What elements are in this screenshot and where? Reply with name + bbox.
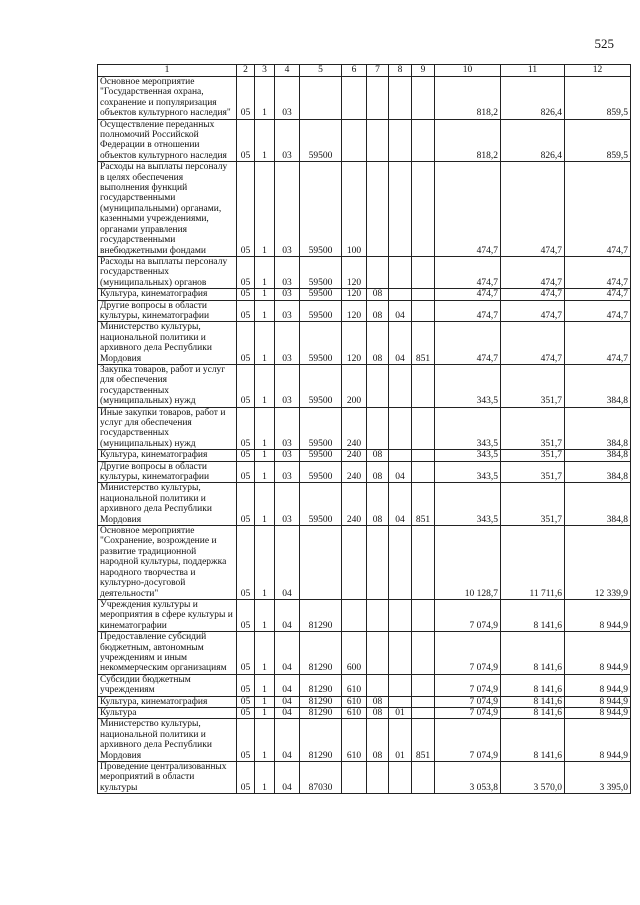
code-col-5: 87030 <box>300 762 342 794</box>
code-col-7: 08 <box>367 719 389 762</box>
code-col-7 <box>367 162 389 257</box>
code-col-2: 05 <box>237 483 255 526</box>
code-col-3: 1 <box>255 461 275 483</box>
code-col-3: 1 <box>255 256 275 288</box>
table-row <box>98 483 631 526</box>
amount-col-10: 343,5 <box>435 483 501 526</box>
code-col-9 <box>412 762 435 794</box>
table-row <box>98 632 631 675</box>
code-col-5: 81290 <box>300 599 342 631</box>
code-col-3: 1 <box>255 300 275 322</box>
table-body <box>98 77 631 794</box>
amount-col-10: 7 074,9 <box>435 632 501 675</box>
code-col-4: 04 <box>275 762 300 794</box>
row-name: Другие вопросы в области культуры, кинематографии <box>98 300 237 322</box>
amount-col-10: 474,7 <box>435 162 501 257</box>
amount-col-10: 7 074,9 <box>435 707 501 718</box>
code-col-8 <box>389 407 412 450</box>
code-col-5: 81290 <box>300 674 342 696</box>
code-col-5: 59500 <box>300 119 342 162</box>
table-row <box>98 719 631 762</box>
table-row <box>98 707 631 718</box>
table-row <box>98 162 631 257</box>
code-col-6 <box>342 599 367 631</box>
amount-col-11: 8 141,6 <box>501 696 565 707</box>
code-col-2: 05 <box>237 707 255 718</box>
amount-col-12: 384,8 <box>565 461 631 483</box>
code-col-4: 04 <box>275 526 300 600</box>
amount-col-11: 351,7 <box>501 483 565 526</box>
code-col-7: 08 <box>367 696 389 707</box>
code-col-2: 05 <box>237 674 255 696</box>
code-col-2: 05 <box>237 719 255 762</box>
amount-col-10: 343,5 <box>435 364 501 407</box>
page-number: 525 <box>594 36 614 51</box>
amount-col-11: 8 141,6 <box>501 599 565 631</box>
row-name: Расходы на выплаты персоналу в целях обеспечения выполнения функций государственными (муниципальными) органами, казенными учреждениями, органами управления государственными внебюджетными фондами <box>98 162 237 257</box>
code-col-7: 08 <box>367 322 389 365</box>
code-col-9 <box>412 119 435 162</box>
code-col-9: 851 <box>412 719 435 762</box>
code-col-9 <box>412 696 435 707</box>
amount-col-10: 7 074,9 <box>435 674 501 696</box>
code-col-8: 04 <box>389 483 412 526</box>
amount-col-12: 12 339,9 <box>565 526 631 600</box>
code-col-9 <box>412 632 435 675</box>
column-header: 6 <box>342 65 367 77</box>
table-row <box>98 407 631 450</box>
row-name: Культура, кинематография <box>98 450 237 461</box>
code-col-9 <box>412 707 435 718</box>
code-col-6: 120 <box>342 322 367 365</box>
code-col-4: 03 <box>275 289 300 300</box>
amount-col-10: 7 074,9 <box>435 719 501 762</box>
code-col-9 <box>412 450 435 461</box>
amount-col-12: 8 944,9 <box>565 719 631 762</box>
amount-col-10: 7 074,9 <box>435 599 501 631</box>
row-name: Культура <box>98 707 237 718</box>
code-col-7: 08 <box>367 300 389 322</box>
code-col-6 <box>342 119 367 162</box>
code-col-2: 05 <box>237 632 255 675</box>
code-col-4: 04 <box>275 719 300 762</box>
code-col-8 <box>389 762 412 794</box>
code-col-3: 1 <box>255 77 275 120</box>
column-header: 5 <box>300 65 342 77</box>
column-header: 7 <box>367 65 389 77</box>
amount-col-12: 384,8 <box>565 364 631 407</box>
code-col-4: 03 <box>275 483 300 526</box>
code-col-5: 59500 <box>300 300 342 322</box>
amount-col-11: 8 141,6 <box>501 674 565 696</box>
amount-col-12: 384,8 <box>565 483 631 526</box>
code-col-7 <box>367 119 389 162</box>
amount-col-12: 384,8 <box>565 407 631 450</box>
code-col-6 <box>342 526 367 600</box>
code-col-5: 81290 <box>300 696 342 707</box>
amount-col-10: 343,5 <box>435 450 501 461</box>
column-header: 1 <box>98 65 237 77</box>
table-row <box>98 256 631 288</box>
row-name: Осуществление переданных полномочий Российской Федерации в отношении объектов культурного наследия <box>98 119 237 162</box>
amount-col-11: 351,7 <box>501 364 565 407</box>
code-col-5: 59500 <box>300 322 342 365</box>
code-col-3: 1 <box>255 674 275 696</box>
code-col-2: 05 <box>237 407 255 450</box>
code-col-8 <box>389 674 412 696</box>
amount-col-11: 826,4 <box>501 77 565 120</box>
budget-table <box>97 64 631 794</box>
code-col-6: 610 <box>342 674 367 696</box>
code-col-8 <box>389 632 412 675</box>
code-col-2: 05 <box>237 599 255 631</box>
code-col-4: 04 <box>275 632 300 675</box>
code-col-3: 1 <box>255 407 275 450</box>
code-col-2: 05 <box>237 364 255 407</box>
table-row <box>98 696 631 707</box>
code-col-4: 04 <box>275 599 300 631</box>
code-col-5: 59500 <box>300 483 342 526</box>
code-col-8 <box>389 162 412 257</box>
code-col-9: 851 <box>412 483 435 526</box>
code-col-2: 05 <box>237 762 255 794</box>
code-col-4: 04 <box>275 696 300 707</box>
code-col-7 <box>367 526 389 600</box>
code-col-8: 04 <box>389 322 412 365</box>
code-col-8 <box>389 526 412 600</box>
amount-col-12: 474,7 <box>565 256 631 288</box>
code-col-2: 05 <box>237 450 255 461</box>
amount-col-10: 343,5 <box>435 461 501 483</box>
code-col-9 <box>412 461 435 483</box>
code-col-7: 08 <box>367 450 389 461</box>
row-name: Расходы на выплаты персоналу государственных (муниципальных) органов <box>98 256 237 288</box>
code-col-2: 05 <box>237 461 255 483</box>
header-row <box>98 65 631 77</box>
amount-col-11: 11 711,6 <box>501 526 565 600</box>
code-col-3: 1 <box>255 119 275 162</box>
amount-col-12: 859,5 <box>565 119 631 162</box>
amount-col-11: 826,4 <box>501 119 565 162</box>
code-col-3: 1 <box>255 162 275 257</box>
code-col-9 <box>412 674 435 696</box>
amount-col-10: 343,5 <box>435 407 501 450</box>
amount-col-12: 8 944,9 <box>565 674 631 696</box>
code-col-9 <box>412 256 435 288</box>
code-col-4: 03 <box>275 322 300 365</box>
code-col-6: 610 <box>342 696 367 707</box>
row-name: Министерство культуры, национальной политики и архивного дела Республики Мордовия <box>98 719 237 762</box>
code-col-6: 120 <box>342 256 367 288</box>
amount-col-10: 10 128,7 <box>435 526 501 600</box>
code-col-5: 59500 <box>300 256 342 288</box>
code-col-5: 59500 <box>300 364 342 407</box>
code-col-8: 01 <box>389 719 412 762</box>
amount-col-10: 7 074,9 <box>435 696 501 707</box>
code-col-4: 04 <box>275 707 300 718</box>
column-header: 11 <box>501 65 565 77</box>
code-col-6: 240 <box>342 483 367 526</box>
code-col-8 <box>389 289 412 300</box>
code-col-4: 03 <box>275 77 300 120</box>
amount-col-11: 351,7 <box>501 461 565 483</box>
code-col-5: 59500 <box>300 407 342 450</box>
code-col-4: 04 <box>275 674 300 696</box>
amount-col-12: 8 944,9 <box>565 599 631 631</box>
code-col-9 <box>412 364 435 407</box>
code-col-5: 59500 <box>300 450 342 461</box>
row-name: Другие вопросы в области культуры, кинематографии <box>98 461 237 483</box>
column-header: 4 <box>275 65 300 77</box>
row-name: Учреждения культуры и мероприятия в сфере культуры и кинематографии <box>98 599 237 631</box>
code-col-7 <box>367 632 389 675</box>
table-row <box>98 762 631 794</box>
amount-col-12: 3 395,0 <box>565 762 631 794</box>
table-row <box>98 77 631 120</box>
code-col-8 <box>389 696 412 707</box>
code-col-6: 600 <box>342 632 367 675</box>
code-col-7: 08 <box>367 707 389 718</box>
amount-col-11: 8 141,6 <box>501 707 565 718</box>
code-col-9 <box>412 289 435 300</box>
code-col-8: 01 <box>389 707 412 718</box>
row-name: Субсидии бюджетным учреждениям <box>98 674 237 696</box>
code-col-2: 05 <box>237 696 255 707</box>
amount-col-11: 351,7 <box>501 407 565 450</box>
code-col-6: 610 <box>342 719 367 762</box>
code-col-6 <box>342 77 367 120</box>
code-col-9 <box>412 526 435 600</box>
code-col-4: 03 <box>275 450 300 461</box>
code-col-8 <box>389 119 412 162</box>
code-col-5 <box>300 526 342 600</box>
column-header: 9 <box>412 65 435 77</box>
amount-col-11: 3 570,0 <box>501 762 565 794</box>
code-col-7 <box>367 256 389 288</box>
code-col-4: 03 <box>275 300 300 322</box>
code-col-3: 1 <box>255 707 275 718</box>
amount-col-10: 474,7 <box>435 300 501 322</box>
table-row <box>98 289 631 300</box>
column-header: 3 <box>255 65 275 77</box>
amount-col-11: 474,7 <box>501 300 565 322</box>
amount-col-12: 8 944,9 <box>565 696 631 707</box>
code-col-5 <box>300 77 342 120</box>
code-col-6: 200 <box>342 364 367 407</box>
table-row <box>98 322 631 365</box>
code-col-2: 05 <box>237 162 255 257</box>
row-name: Культура, кинематография <box>98 289 237 300</box>
amount-col-10: 818,2 <box>435 119 501 162</box>
code-col-7 <box>367 364 389 407</box>
code-col-8 <box>389 364 412 407</box>
table-row <box>98 674 631 696</box>
code-col-2: 05 <box>237 119 255 162</box>
code-col-5: 81290 <box>300 707 342 718</box>
table-row <box>98 300 631 322</box>
amount-col-12: 384,8 <box>565 450 631 461</box>
amount-col-12: 8 944,9 <box>565 707 631 718</box>
row-name: Культура, кинематография <box>98 696 237 707</box>
code-col-3: 1 <box>255 364 275 407</box>
code-col-6: 240 <box>342 450 367 461</box>
table-row <box>98 119 631 162</box>
code-col-8 <box>389 77 412 120</box>
code-col-5: 59500 <box>300 162 342 257</box>
code-col-3: 1 <box>255 526 275 600</box>
code-col-5: 59500 <box>300 461 342 483</box>
row-name: Предоставление субсидий бюджетным, автономным учреждениям и иным некоммерческим организациям <box>98 632 237 675</box>
code-col-7 <box>367 77 389 120</box>
code-col-6: 240 <box>342 407 367 450</box>
code-col-3: 1 <box>255 719 275 762</box>
row-name: Министерство культуры, национальной политики и архивного дела Республики Мордовия <box>98 483 237 526</box>
code-col-9 <box>412 407 435 450</box>
column-header: 10 <box>435 65 501 77</box>
code-col-6: 120 <box>342 289 367 300</box>
code-col-3: 1 <box>255 322 275 365</box>
code-col-8 <box>389 450 412 461</box>
code-col-7 <box>367 762 389 794</box>
column-header: 2 <box>237 65 255 77</box>
amount-col-11: 351,7 <box>501 450 565 461</box>
code-col-8: 04 <box>389 461 412 483</box>
code-col-9 <box>412 77 435 120</box>
amount-col-12: 474,7 <box>565 300 631 322</box>
code-col-6: 610 <box>342 707 367 718</box>
row-name: Иные закупки товаров, работ и услуг для обеспечения государственных (муниципальных) нужд <box>98 407 237 450</box>
code-col-3: 1 <box>255 696 275 707</box>
amount-col-11: 474,7 <box>501 322 565 365</box>
code-col-6: 240 <box>342 461 367 483</box>
amount-col-12: 474,7 <box>565 322 631 365</box>
amount-col-10: 3 053,8 <box>435 762 501 794</box>
code-col-2: 05 <box>237 256 255 288</box>
table-row <box>98 526 631 600</box>
code-col-5: 81290 <box>300 719 342 762</box>
amount-col-11: 474,7 <box>501 289 565 300</box>
code-col-2: 05 <box>237 289 255 300</box>
code-col-5: 59500 <box>300 289 342 300</box>
table-row <box>98 461 631 483</box>
code-col-5: 81290 <box>300 632 342 675</box>
row-name: Министерство культуры, национальной политики и архивного дела Республики Мордовия <box>98 322 237 365</box>
code-col-9 <box>412 599 435 631</box>
code-col-6: 100 <box>342 162 367 257</box>
code-col-4: 03 <box>275 364 300 407</box>
column-header: 8 <box>389 65 412 77</box>
code-col-2: 05 <box>237 77 255 120</box>
amount-col-12: 859,5 <box>565 77 631 120</box>
amount-col-12: 8 944,9 <box>565 632 631 675</box>
code-col-2: 05 <box>237 322 255 365</box>
amount-col-11: 474,7 <box>501 256 565 288</box>
table-row <box>98 450 631 461</box>
code-col-7 <box>367 599 389 631</box>
code-col-3: 1 <box>255 289 275 300</box>
code-col-8 <box>389 599 412 631</box>
amount-col-10: 474,7 <box>435 322 501 365</box>
code-col-2: 05 <box>237 526 255 600</box>
code-col-4: 03 <box>275 162 300 257</box>
code-col-9 <box>412 162 435 257</box>
amount-col-12: 474,7 <box>565 289 631 300</box>
amount-col-10: 474,7 <box>435 256 501 288</box>
code-col-7: 08 <box>367 461 389 483</box>
amount-col-11: 474,7 <box>501 162 565 257</box>
code-col-3: 1 <box>255 450 275 461</box>
code-col-2: 05 <box>237 300 255 322</box>
amount-col-11: 8 141,6 <box>501 632 565 675</box>
amount-col-11: 8 141,6 <box>501 719 565 762</box>
row-name: Закупка товаров, работ и услуг для обеспечения государственных (муниципальных) нужд <box>98 364 237 407</box>
amount-col-10: 818,2 <box>435 77 501 120</box>
code-col-3: 1 <box>255 483 275 526</box>
code-col-8: 04 <box>389 300 412 322</box>
code-col-7 <box>367 407 389 450</box>
code-col-7: 08 <box>367 289 389 300</box>
amount-col-12: 474,7 <box>565 162 631 257</box>
code-col-6 <box>342 762 367 794</box>
row-name: Проведение централизованных мероприятий в области культуры <box>98 762 237 794</box>
code-col-4: 03 <box>275 119 300 162</box>
code-col-3: 1 <box>255 599 275 631</box>
row-name: Основное мероприятие "Государственная охрана, сохранение и популяризация объектов культурного наследия" <box>98 77 237 120</box>
amount-col-10: 474,7 <box>435 289 501 300</box>
code-col-7 <box>367 674 389 696</box>
row-name: Основное мероприятие "Сохранение, возрождение и развитие традиционной народной культуры, поддержка народного творчества и культурно-досуговой деятельности" <box>98 526 237 600</box>
code-col-4: 03 <box>275 256 300 288</box>
code-col-7: 08 <box>367 483 389 526</box>
code-col-8 <box>389 256 412 288</box>
code-col-6: 120 <box>342 300 367 322</box>
code-col-9: 851 <box>412 322 435 365</box>
table-row <box>98 599 631 631</box>
column-header: 12 <box>565 65 631 77</box>
code-col-9 <box>412 300 435 322</box>
code-col-4: 03 <box>275 461 300 483</box>
code-col-4: 03 <box>275 407 300 450</box>
code-col-3: 1 <box>255 762 275 794</box>
table-row <box>98 364 631 407</box>
code-col-3: 1 <box>255 632 275 675</box>
